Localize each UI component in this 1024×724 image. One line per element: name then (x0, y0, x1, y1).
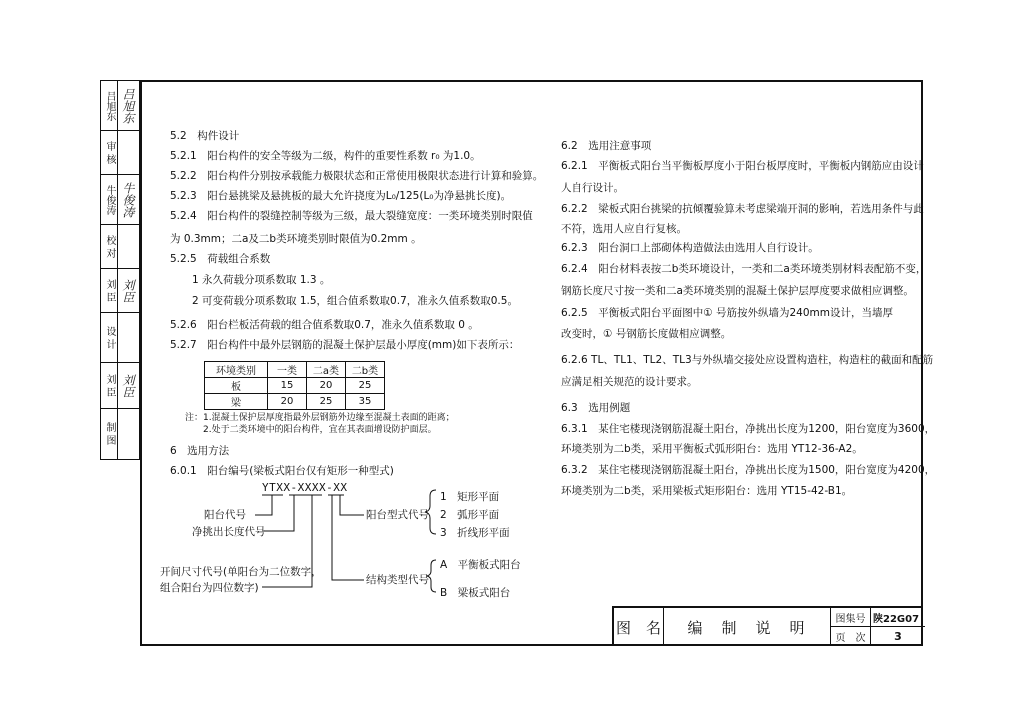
shape-option-2: 2 弧形平面 (440, 509, 500, 521)
clause-5-2-7: 5.2.7 阳台构件中最外层钢筋的混凝土保护层最小厚度(mm)如下表所示： (170, 339, 520, 351)
shape-option-1: 1 矩形平面 (440, 491, 500, 503)
clause-6-2-6-cont: 应满足相关规范的设计要求。 (561, 376, 698, 388)
clause-6-2-5: 6.2.5 平衡板式阳台平面图中① 号筋按外纵墙为240mm设计，当墙厚 (561, 307, 893, 319)
table-cell: 板 (205, 378, 268, 394)
section-6-2-heading: 6.2 选用注意事项 (561, 140, 652, 152)
atlas-number: 陕22G07 (871, 608, 925, 627)
clause-5-2-1: 5.2.1 阳台构件的安全等级为二级，构件的重要性系数 r₀ 为1.0。 (170, 150, 481, 162)
clause-6-0-1: 6.0.1 阳台编号(梁板式阳台仅有矩形一种型式) (170, 465, 394, 477)
signature: 牛俊涛 (121, 181, 135, 218)
clause-6-2-1: 6.2.1 平衡板式阳台当平衡板厚度小于阳台板厚度时，平衡板内钢筋应由设计 (561, 160, 924, 172)
sig-label: 设 计 (102, 313, 118, 362)
clause-5-2-4-cont: 为 0.3mm；二a及二b类环境类别时限值为0.2mm 。 (170, 233, 422, 245)
sig-label: 刘 臣 (102, 269, 118, 312)
clause-6-3-2: 6.3.2 某住宅楼现浇钢筋混凝土阳台，净挑出长度为1500，阳台宽度为4200， (561, 464, 936, 476)
clause-5-2-5-item-1: 1 永久荷载分项系数取 1.3 。 (192, 274, 331, 286)
atlas-label: 图集号 (831, 608, 871, 627)
section-5-2-heading: 5.2 构件设计 (170, 130, 240, 142)
clause-6-2-2: 6.2.2 梁板式阳台挑梁的抗倾覆验算未考虑梁端开洞的影响，若选用条件与此 (561, 203, 924, 215)
table-note-1: 注：1.混凝土保护层厚度指最外层钢筋外边缘至混凝土表面的距离； (185, 413, 455, 423)
shape-option-3: 3 折线形平面 (440, 527, 510, 539)
table-header-cell: 二b类 (346, 362, 385, 378)
table-header-cell: 二a类 (307, 362, 346, 378)
signature: 刘臣 (121, 278, 135, 303)
label-bay-code-2: 组合阳台为四位数字) (160, 582, 259, 594)
signature: 吕旭东 (121, 87, 135, 124)
sig-label: 制 图 (102, 409, 118, 459)
title-label: 图 名 (614, 608, 664, 646)
label-bay-code-1: 开间尺寸代号(单阳台为二位数字， (160, 566, 322, 578)
struct-option-a: A 平衡板式阳台 (440, 559, 521, 571)
clause-6-2-3: 6.2.3 阳台洞口上部砌体构造做法由选用人自行设计。 (561, 242, 819, 254)
sig-label: 吕旭东 (102, 81, 118, 130)
table-cell: 20 (268, 394, 307, 410)
clause-6-2-6: 6.2.6 TL、TL1、TL2、TL3与外纵墙交接处应设置构造柱，构造柱的截面和配筋 (561, 354, 934, 366)
table-cell: 25 (307, 394, 346, 410)
table-header-cell: 环境类别 (205, 362, 268, 378)
clause-5-2-5-item-2: 2 可变荷载分项系数取 1.5，组合值系数取0.7，准永久值系数取0.5。 (192, 295, 518, 307)
table-cell: 25 (346, 378, 385, 394)
label-length-code: 净挑出长度代号 (192, 526, 266, 538)
table-cell: 梁 (205, 394, 268, 410)
clause-6-2-1-cont: 人自行设计。 (561, 182, 624, 194)
table-header-cell: 一类 (268, 362, 307, 378)
clause-5-2-6: 5.2.6 阳台栏板活荷载的组合值系数取0.7，准永久值系数取 0 。 (170, 319, 479, 331)
sig-label: 刘 臣 (102, 363, 118, 408)
clause-6-2-2-cont: 不符，选用人应自行复核。 (561, 223, 687, 235)
table-note-2: 2.处于二类环境中的阳台构件，宜在其表面增设防护面层。 (203, 425, 437, 435)
table-cell: 35 (346, 394, 385, 410)
clause-5-2-3: 5.2.3 阳台悬挑梁及悬挑板的最大允许挠度为L₀/125(L₀为净悬挑长度)。 (170, 190, 512, 202)
page-number: 3 (894, 630, 902, 643)
struct-option-b: B 梁板式阳台 (440, 587, 511, 599)
title-block (612, 606, 923, 646)
sig-label: 校 对 (102, 225, 118, 268)
signature: 刘臣 (121, 373, 135, 398)
clause-6-2-4-cont: 钢筋长度尺寸按一类和二a类环境类别的混凝土保护层厚度要求做相应调整。 (561, 285, 914, 297)
page-label: 页 次 (831, 627, 871, 646)
section-6-3-heading: 6.3 选用例题 (561, 402, 631, 414)
section-6-heading: 6 选用方法 (170, 445, 230, 457)
label-balcony-code: 阳台代号 (204, 509, 246, 521)
clause-6-2-4: 6.2.4 阳台材料表按二b类环境设计，一类和二a类环境类别材料表配筋不变， (561, 263, 927, 275)
clause-6-3-1-cont: 环境类别为二b类，采用平衡板式弧形阳台：选用 YT12-36-A2。 (561, 443, 863, 455)
clause-5-2-2: 5.2.2 阳台构件分别按承载能力极限状态和正常使用极限状态进行计算和验算。 (170, 170, 544, 182)
clause-6-3-1: 6.3.1 某住宅楼现浇钢筋混凝土阳台，净挑出长度为1200，阳台宽度为3600， (561, 423, 936, 435)
drawing-title: 编 制 说 明 (664, 608, 831, 646)
clause-6-3-2-cont: 环境类别为二b类，采用梁板式矩形阳台：选用 YT15-42-B1。 (561, 485, 853, 497)
sig-label: 牛俊涛 (102, 175, 118, 224)
clause-5-2-5: 5.2.5 荷载组合系数 (170, 253, 271, 265)
table-cell: 15 (268, 378, 307, 394)
code-pattern: YTXX-XXXX-XX (262, 481, 348, 494)
table-cell: 20 (307, 378, 346, 394)
clause-5-2-4: 5.2.4 阳台构件的裂缝控制等级为三级，最大裂缝宽度：一类环境类别时限值 (170, 210, 533, 222)
label-shape-code: 阳台型式代号 (366, 509, 429, 521)
clause-6-2-5-cont: 改变时，① 号钢筋长度做相应调整。 (561, 328, 732, 340)
sig-label: 审 核 (102, 131, 118, 174)
label-struct-code: 结构类型代号 (366, 574, 429, 586)
